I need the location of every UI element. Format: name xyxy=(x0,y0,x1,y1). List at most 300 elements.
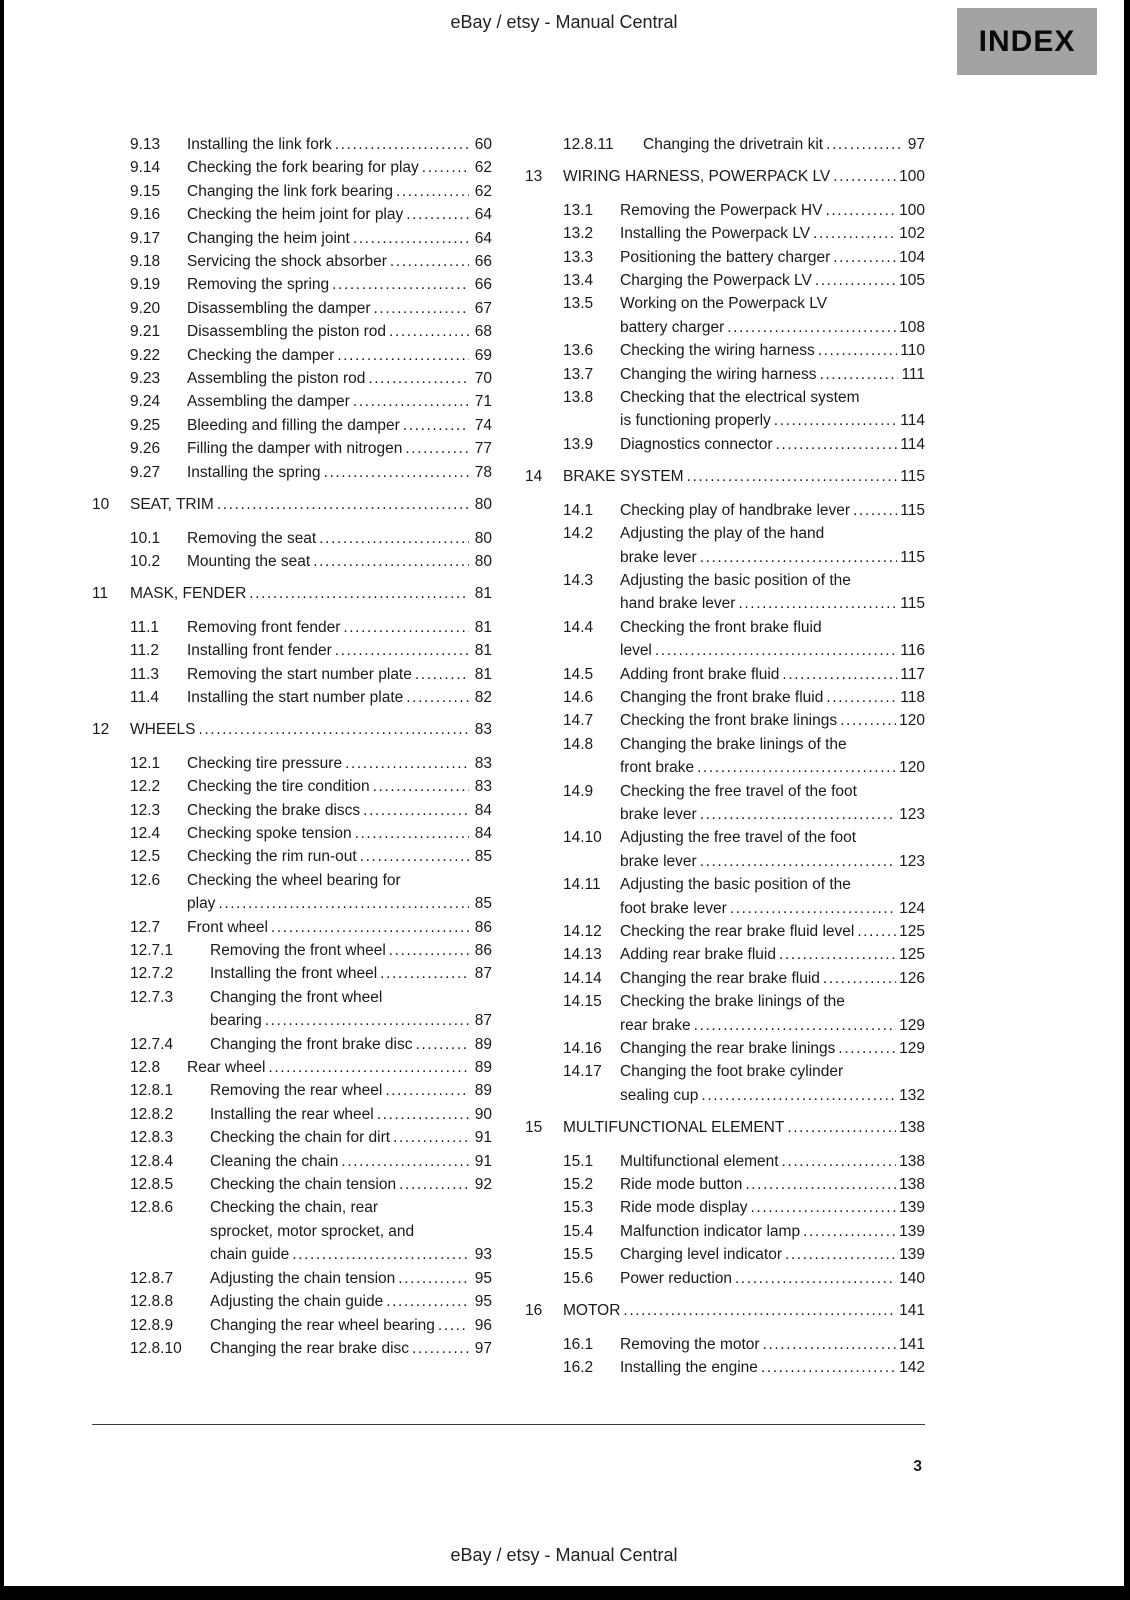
toc-dot-leader xyxy=(833,246,896,269)
toc-entry-number: 14.3 xyxy=(563,571,594,589)
toc-entry-number: 9.18 xyxy=(130,253,161,271)
toc-entry-title-line: Checking the brake linings of the xyxy=(620,993,845,1011)
toc-entry-row xyxy=(525,873,925,920)
toc-dot-leader xyxy=(406,686,469,709)
toc-entry-page: 67 xyxy=(474,299,492,317)
toc-entry-page: 89 xyxy=(474,1082,492,1100)
toc-dot-leader xyxy=(833,165,896,188)
toc-entry-number: 9.19 xyxy=(130,276,161,294)
toc-entry-title: Changing the drivetrain kit xyxy=(643,136,824,153)
toc-entry-title: level xyxy=(620,642,652,660)
toc-entry-title: Mounting the seat xyxy=(187,552,311,570)
toc-entry-number: 12.7.4 xyxy=(130,1035,174,1053)
toc-entry-row xyxy=(525,920,925,943)
toc-entry-row xyxy=(92,616,492,639)
toc-entry-page: 80 xyxy=(474,552,492,570)
toc-entry-page: 126 xyxy=(899,969,925,987)
toc-entry-page: 118 xyxy=(900,688,925,706)
toc-dot-leader xyxy=(406,203,469,226)
toc-dot-leader xyxy=(386,1290,469,1313)
toc-entry-title: front brake xyxy=(620,759,695,777)
toc-entry-number: 14.2 xyxy=(563,525,594,543)
toc-entry-page: 115 xyxy=(900,501,925,519)
toc-entry-page: 62 xyxy=(474,159,492,177)
toc-entry-title: battery charger xyxy=(620,318,725,336)
toc-dot-leader xyxy=(335,133,469,156)
toc-chapter-row xyxy=(525,1299,925,1322)
toc-dot-leader xyxy=(838,1037,896,1060)
toc-entry-page: 83 xyxy=(474,778,492,796)
toc-entry-title: brake lever xyxy=(620,548,697,566)
toc-entry-row xyxy=(92,686,492,709)
toc-entry-title: Adjusting the chain guide xyxy=(210,1293,384,1311)
toc-dot-leader xyxy=(353,227,469,250)
toc-dot-leader xyxy=(694,1014,896,1037)
toc-dot-leader xyxy=(389,939,469,962)
toc-dot-leader xyxy=(319,527,469,550)
toc-entry-title: Multifunctional element xyxy=(620,1152,779,1170)
toc-dot-leader xyxy=(763,1333,897,1356)
toc-entry-title: Changing the heim joint xyxy=(187,229,350,247)
toc-entry-number: 12 xyxy=(92,721,110,739)
toc-entry-number: 13.4 xyxy=(563,272,594,290)
toc-dot-leader xyxy=(818,339,898,362)
toc-dot-leader xyxy=(398,1267,469,1290)
toc-dot-leader xyxy=(700,850,896,873)
toc-entry-page: 96 xyxy=(474,1316,492,1334)
toc-entry-row xyxy=(525,522,925,569)
toc-entry-row xyxy=(92,367,492,390)
toc-entry-page: 81 xyxy=(474,585,492,603)
toc-entry-title-line: Adjusting the play of the hand xyxy=(620,525,825,543)
toc-entry-row xyxy=(92,752,492,775)
toc-entry-title: Disassembling the piston rod xyxy=(187,323,387,341)
toc-dot-leader xyxy=(623,1299,896,1322)
toc-entry-row xyxy=(525,686,925,709)
toc-dot-leader xyxy=(353,390,469,413)
toc-dot-leader xyxy=(393,1126,469,1149)
toc-entry-row xyxy=(92,962,492,985)
toc-entry-row xyxy=(525,1267,925,1290)
toc-dot-leader xyxy=(730,897,896,920)
toc-entry-row xyxy=(525,1356,925,1379)
toc-entry-number: 12.8.11 xyxy=(563,136,614,153)
toc-dot-leader xyxy=(412,1337,469,1360)
toc-entry-row xyxy=(525,780,925,827)
manual-page xyxy=(4,0,1124,1586)
toc-dot-leader xyxy=(785,1243,896,1266)
toc-entry-row xyxy=(525,1150,925,1173)
toc-entry-row xyxy=(92,1103,492,1126)
toc-entry-page: 87 xyxy=(474,1012,492,1030)
toc-entry-title: chain guide xyxy=(210,1246,290,1264)
toc-entry-number: 12.5 xyxy=(130,848,161,866)
toc-entry-title-line: Adjusting the free travel of the foot xyxy=(620,829,857,847)
toc-dot-leader xyxy=(826,686,897,709)
toc-entry-title: MOTOR xyxy=(563,1302,621,1320)
toc-entry-title: Removing the front wheel xyxy=(210,942,386,959)
toc-entry-title: Checking the rim run-out xyxy=(187,848,357,866)
toc-dot-leader xyxy=(403,414,469,437)
toc-entry-page: 125 xyxy=(899,946,925,964)
toc-entry-title: Ride mode display xyxy=(620,1199,748,1217)
toc-entry-title: Removing the rear wheel xyxy=(210,1082,383,1100)
toc-entry-number: 9.16 xyxy=(130,206,161,224)
toc-entry-number: 11.1 xyxy=(130,618,160,636)
toc-entry-row xyxy=(92,227,492,250)
toc-entry-page: 81 xyxy=(474,642,492,660)
toc-entry-row xyxy=(92,1196,492,1266)
toc-entry-page: 95 xyxy=(474,1269,492,1287)
toc-entry-number: 9.27 xyxy=(130,463,161,481)
toc-entry-page: 80 xyxy=(474,529,492,547)
toc-entry-row xyxy=(525,1173,925,1196)
toc-entry-page: 132 xyxy=(899,1086,925,1104)
toc-entry-title: BRAKE SYSTEM xyxy=(563,468,684,486)
toc-entry-number: 15.4 xyxy=(563,1222,594,1240)
toc-entry-number: 13.7 xyxy=(563,365,594,383)
toc-entry-title: Checking the wiring harness xyxy=(620,342,815,360)
toc-entry-row xyxy=(92,344,492,367)
toc-entry-title: hand brake lever xyxy=(620,595,736,613)
toc-entry-title: Installing the spring xyxy=(187,463,321,481)
toc-column xyxy=(525,133,925,1379)
toc-dot-leader xyxy=(389,320,469,343)
toc-entry-row xyxy=(92,250,492,273)
toc-dot-leader xyxy=(823,967,896,990)
header-title: eBay / etsy - Manual Central xyxy=(450,12,678,32)
toc-entry-page: 104 xyxy=(899,248,925,266)
toc-entry-number: 11.4 xyxy=(130,688,160,706)
toc-entry-number: 9.15 xyxy=(130,182,161,200)
toc-entry-page: 110 xyxy=(900,342,925,360)
toc-entry-page: 100 xyxy=(899,201,925,219)
toc-dot-leader xyxy=(782,663,897,686)
toc-dot-leader xyxy=(332,273,469,296)
toc-entry-title-line: Checking the free travel of the foot xyxy=(620,782,857,800)
toc-entry-title: Removing the start number plate xyxy=(187,665,412,683)
toc-entry-page: 100 xyxy=(899,168,925,186)
toc-entry-number: 14.10 xyxy=(563,829,602,847)
toc-entry-number: 12.7.1 xyxy=(130,942,174,959)
toc-entry-row xyxy=(525,339,925,362)
toc-entry-number: 12.2 xyxy=(130,778,161,796)
toc-entry-title: is functioning properly xyxy=(620,412,771,430)
toc-entry-number: 16.2 xyxy=(563,1358,594,1376)
toc-entry-page: 87 xyxy=(474,965,492,983)
toc-entry-title: sealing cup xyxy=(620,1086,699,1104)
toc-entry-number: 13.1 xyxy=(563,201,594,219)
toc-entry-title: Checking the chain tension xyxy=(210,1176,397,1194)
toc-entry-row xyxy=(525,246,925,269)
toc-entry-title: play xyxy=(187,895,216,913)
footer-title: eBay / etsy - Manual Central xyxy=(450,1545,678,1565)
toc-entry-page: 129 xyxy=(899,1016,925,1034)
toc-entry-page: 129 xyxy=(899,1040,925,1058)
toc-entry-title-line: sprocket, motor sprocket, and xyxy=(210,1222,415,1240)
toc-entry-number: 9.25 xyxy=(130,416,161,434)
toc-entry-title: Checking the damper xyxy=(187,346,335,364)
toc-entry-title: Bleeding and filling the damper xyxy=(187,416,400,434)
toc-dot-leader xyxy=(803,1220,896,1243)
toc-entry-page: 60 xyxy=(474,136,492,153)
toc-dot-leader xyxy=(701,1084,896,1107)
toc-entry-number: 14.8 xyxy=(563,735,594,753)
toc-entry-page: 62 xyxy=(474,182,492,200)
toc-entry-number: 12.3 xyxy=(130,801,161,819)
toc-entry-page: 116 xyxy=(900,642,925,660)
toc-dot-leader xyxy=(779,943,896,966)
toc-entry-row xyxy=(92,1337,492,1360)
toc-entry-row xyxy=(92,663,492,686)
toc-entry-page: 142 xyxy=(899,1358,925,1376)
toc-entry-page: 125 xyxy=(899,923,925,940)
toc-entry-row xyxy=(525,292,925,339)
toc-dot-leader xyxy=(727,316,896,339)
toc-entry-row xyxy=(525,709,925,732)
toc-dot-leader xyxy=(700,803,896,826)
toc-entry-row xyxy=(92,320,492,343)
toc-entry-title: foot brake lever xyxy=(620,899,727,917)
toc-entry-title: Diagnostics connector xyxy=(620,435,773,453)
toc-dot-leader xyxy=(271,916,469,939)
toc-entry-page: 115 xyxy=(900,468,925,486)
toc-dot-leader xyxy=(368,367,469,390)
toc-entry-title: Removing the motor xyxy=(620,1335,760,1353)
toc-dot-leader xyxy=(774,409,898,432)
toc-entry-row xyxy=(525,363,925,386)
toc-entry-title: Installing front fender xyxy=(187,642,332,660)
toc-dot-leader xyxy=(324,461,469,484)
toc-entry-number: 15.2 xyxy=(563,1176,594,1194)
toc-dot-leader xyxy=(335,639,469,662)
toc-entry-number: 13 xyxy=(525,168,543,186)
toc-entry-number: 12.8.10 xyxy=(130,1339,182,1357)
toc-entry-row xyxy=(525,1243,925,1266)
toc-chapter-row xyxy=(525,1116,925,1139)
toc-entry-row xyxy=(92,461,492,484)
toc-entry-page: 139 xyxy=(899,1199,925,1217)
toc-entry-title: WHEELS xyxy=(130,721,196,739)
toc-entry-row xyxy=(525,133,925,156)
toc-entry-title: Adding front brake fluid xyxy=(620,665,780,683)
toc-entry-number: 11.3 xyxy=(130,665,160,683)
toc-entry-page: 78 xyxy=(474,463,492,481)
toc-entry-title: Assembling the piston rod xyxy=(187,370,366,388)
toc-entry-number: 12.4 xyxy=(130,824,161,842)
toc-dot-leader xyxy=(655,639,897,662)
toc-entry-row xyxy=(525,386,925,433)
footer-divider xyxy=(92,1424,925,1425)
toc-dot-leader xyxy=(761,1356,896,1379)
toc-entry-page: 64 xyxy=(474,229,492,247)
toc-entry-number: 10 xyxy=(92,496,110,514)
toc-entry-number: 9.14 xyxy=(130,159,161,177)
toc-entry-row xyxy=(92,845,492,868)
toc-entry-number: 12.7 xyxy=(130,918,161,936)
toc-entry-page: 138 xyxy=(899,1176,925,1194)
toc-entry-page: 120 xyxy=(899,759,925,777)
toc-entry-page: 91 xyxy=(474,1152,492,1170)
toc-dot-leader xyxy=(415,1033,469,1056)
toc-entry-number: 14 xyxy=(525,468,543,486)
toc-entry-title: Checking the brake discs xyxy=(187,801,361,819)
toc-entry-title: Removing the seat xyxy=(187,529,317,547)
toc-dot-leader xyxy=(377,1103,469,1126)
toc-entry-page: 139 xyxy=(899,1246,925,1264)
toc-dot-leader xyxy=(218,892,469,915)
toc-dot-leader xyxy=(341,1150,469,1173)
toc-entry-row xyxy=(92,916,492,939)
toc-entry-row xyxy=(92,869,492,916)
toc-dot-leader xyxy=(819,363,898,386)
toc-dot-leader xyxy=(787,1116,896,1139)
toc-entry-number: 12.8.8 xyxy=(130,1293,174,1311)
toc-entry-row xyxy=(525,733,925,780)
toc-entry-page: 138 xyxy=(899,1119,925,1137)
toc-entry-title: Changing the rear brake fluid xyxy=(620,969,820,987)
toc-entry-number: 15.3 xyxy=(563,1199,594,1217)
toc-entry-row xyxy=(525,616,925,663)
toc-entry-title: MASK, FENDER xyxy=(130,585,247,603)
toc-entry-number: 14.9 xyxy=(563,782,594,800)
toc-entry-title-line: Adjusting the basic position of the xyxy=(620,876,851,894)
toc-entry-title: Installing the engine xyxy=(620,1358,758,1376)
toc-entry-row xyxy=(525,1196,925,1219)
toc-dot-leader xyxy=(825,199,896,222)
toc-entry-row xyxy=(92,527,492,550)
toc-entry-number: 16 xyxy=(525,1302,543,1320)
toc-entry-page: 140 xyxy=(899,1269,925,1287)
toc-entry-title: Rear wheel xyxy=(187,1059,266,1077)
toc-entry-page: 138 xyxy=(899,1152,925,1170)
toc-entry-number: 14.5 xyxy=(563,665,594,683)
toc-entry-number: 15 xyxy=(525,1119,543,1137)
toc-dot-leader xyxy=(422,156,469,179)
toc-entry-number: 12.7.2 xyxy=(130,965,174,983)
toc-chapter-row xyxy=(525,165,925,188)
toc-entry-row xyxy=(92,1150,492,1173)
toc-entry-page: 139 xyxy=(899,1222,925,1240)
toc-entry-page: 97 xyxy=(907,136,925,153)
toc-entry-title: Installing the Powerpack LV xyxy=(620,225,811,243)
toc-entry-page: 115 xyxy=(900,548,925,566)
toc-dot-leader xyxy=(292,1243,469,1266)
toc-entry-number: 9.20 xyxy=(130,299,161,317)
toc-dot-leader xyxy=(415,663,469,686)
toc-entry-number: 14.17 xyxy=(563,1063,602,1081)
toc-entry-number: 12.6 xyxy=(130,871,161,889)
toc-entry-title: Installing the front wheel xyxy=(210,965,378,983)
toc-dot-leader xyxy=(345,752,469,775)
toc-entry-row xyxy=(92,939,492,962)
toc-entry-number: 12.8.4 xyxy=(130,1152,174,1170)
toc-entry-title: brake lever xyxy=(620,852,697,870)
toc-dot-leader xyxy=(687,465,898,488)
toc-dot-leader xyxy=(826,133,902,156)
toc-entry-row xyxy=(92,1079,492,1102)
toc-entry-page: 141 xyxy=(899,1335,925,1353)
toc-entry-page: 97 xyxy=(474,1339,492,1357)
toc-entry-row xyxy=(525,1060,925,1107)
toc-entry-page: 115 xyxy=(900,595,925,613)
toc-entry-row xyxy=(92,390,492,413)
toc-entry-page: 92 xyxy=(474,1176,492,1194)
toc-entry-title: Installing the link fork xyxy=(187,136,332,153)
toc-chapter-row xyxy=(92,582,492,605)
toc-entry-title: Checking the chain for dirt xyxy=(210,1129,391,1147)
toc-entry-row xyxy=(92,822,492,845)
toc-entry-title: Removing the spring xyxy=(187,276,330,294)
toc-entry-title: Front wheel xyxy=(187,918,268,936)
toc-dot-leader xyxy=(399,1173,469,1196)
toc-entry-row xyxy=(92,1173,492,1196)
toc-entry-page: 90 xyxy=(474,1105,492,1123)
toc-chapter-row xyxy=(92,718,492,741)
toc-entry-title: Checking the fork bearing for play xyxy=(187,159,419,177)
toc-entry-title: Removing front fender xyxy=(187,618,341,636)
toc-dot-leader xyxy=(390,250,469,273)
toc-dot-leader xyxy=(265,1009,469,1032)
toc-entry-row xyxy=(525,1220,925,1243)
toc-entry-row xyxy=(92,180,492,203)
toc-entry-row xyxy=(525,269,925,292)
toc-entry-number: 13.2 xyxy=(563,225,594,243)
toc-entry-row xyxy=(92,414,492,437)
toc-entry-number: 15.6 xyxy=(563,1269,594,1287)
toc-entry-number: 12.7.3 xyxy=(130,988,174,1006)
toc-entry-title: Checking the front brake linings xyxy=(620,712,838,730)
toc-entry-page: 114 xyxy=(900,412,925,430)
toc-entry-page: 83 xyxy=(474,721,492,739)
toc-entry-title-line: Checking the wheel bearing for xyxy=(187,871,401,889)
toc-entry-page: 105 xyxy=(899,272,925,290)
toc-entry-page: 83 xyxy=(474,754,492,772)
toc-entry-page: 84 xyxy=(474,824,492,842)
toc-dot-leader xyxy=(745,1173,896,1196)
toc-entry-number: 12.8.1 xyxy=(130,1082,174,1100)
toc-entry-title: Checking spoke tension xyxy=(187,824,352,842)
toc-entry-title: Installing the rear wheel xyxy=(210,1105,374,1123)
toc-entry-page: 86 xyxy=(474,918,492,936)
toc-entry-row xyxy=(92,203,492,226)
toc-entry-title: Servicing the shock absorber xyxy=(187,253,387,271)
toc-entry-row xyxy=(525,967,925,990)
toc-entry-row xyxy=(92,133,492,156)
toc-entry-title-line: Changing the front wheel xyxy=(210,988,383,1006)
toc-entry-title-line: Checking the front brake fluid xyxy=(620,618,822,636)
toc-entry-title: Changing the wiring harness xyxy=(620,365,817,383)
toc-entry-row xyxy=(525,1333,925,1356)
toc-entry-row xyxy=(92,273,492,296)
toc-entry-number: 15.1 xyxy=(563,1152,594,1170)
toc-entry-row xyxy=(92,1056,492,1079)
table-of-contents xyxy=(92,133,925,1379)
toc-entry-title: Charging the Powerpack LV xyxy=(620,272,812,290)
toc-dot-leader xyxy=(853,499,897,522)
toc-entry-row xyxy=(525,663,925,686)
toc-entry-page: 71 xyxy=(474,393,492,411)
toc-entry-row xyxy=(92,1033,492,1056)
toc-entry-page: 70 xyxy=(474,370,492,388)
toc-entry-number: 9.22 xyxy=(130,346,161,364)
toc-dot-leader xyxy=(751,1196,897,1219)
toc-entry-number: 14.12 xyxy=(563,923,602,940)
toc-entry-number: 11 xyxy=(92,585,109,603)
toc-entry-number: 12.8.7 xyxy=(130,1269,174,1287)
toc-dot-leader xyxy=(217,493,469,516)
toc-dot-leader xyxy=(738,592,897,615)
